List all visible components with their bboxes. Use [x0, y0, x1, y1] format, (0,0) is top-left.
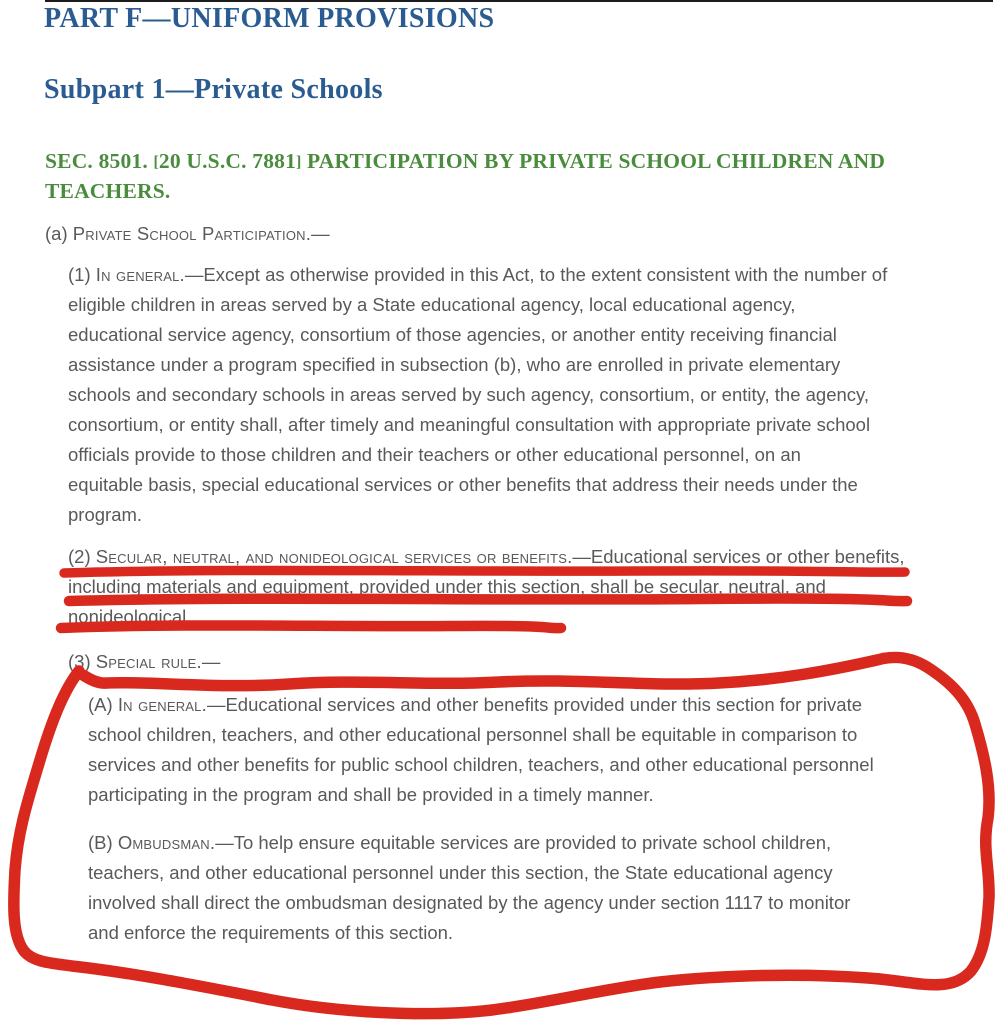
paragraph-line: program. — [68, 504, 143, 525]
clause-prefix: (1) — [68, 264, 96, 285]
paragraph-line: consortium, or entity shall, after timely and meaningful consultation with appropriate private school — [68, 414, 871, 435]
paragraph-line: participating in the program and shall be provided in a timely manner. — [88, 784, 654, 805]
clause-prefix: (3) — [68, 651, 96, 672]
paragraph-line: nonideological. — [68, 606, 192, 627]
paragraph-first-line — [45, 219, 330, 249]
citation-bracket-open: [ — [153, 153, 159, 171]
paragraph-3 — [68, 647, 220, 677]
section-title-text: PARTICIPATION BY PRIVATE SCHOOL CHILDREN AND — [301, 149, 886, 173]
citation-bracket-close: ] — [296, 153, 302, 171]
section-heading-line2: TEACHERS. — [45, 178, 171, 203]
paragraph-line: and enforce the requirements of this section. — [88, 922, 454, 943]
paragraph-2 — [68, 542, 905, 632]
paragraph-line: assistance under a program specified in subsection (b), who are enrolled in private elementary — [68, 354, 841, 375]
clause-text: —Educational services or other benefits, — [572, 546, 905, 567]
paragraph-line: including materials and equipment, provided under this section, shall be secular, neutral, and — [68, 576, 826, 597]
paragraph-line: services and other benefits for public school children, teachers, and other educational personnel — [88, 754, 874, 775]
clause-prefix: (a) — [45, 223, 73, 244]
paragraph-first-line — [68, 260, 887, 290]
paragraph-line: eligible children in areas served by a State educational agency, local educational agency, — [68, 294, 796, 315]
clause-label: In general. — [117, 694, 207, 715]
paragraph-A — [88, 690, 874, 810]
clause-label: Secular, neutral, and nonideological services or benefits. — [95, 546, 573, 567]
paragraph-line: equitable basis, special educational services or other benefits that address their needs under the — [68, 474, 858, 495]
clause-label: Special rule. — [95, 651, 202, 672]
clause-prefix: (B) — [88, 832, 118, 853]
clause-label: In general. — [95, 264, 185, 285]
section-number: SEC. 8501. — [45, 149, 154, 173]
paragraph-line: involved shall direct the ombudsman designated by the agency under section 1117 to monitor — [88, 892, 851, 913]
paragraph-first-line — [88, 690, 874, 720]
paragraph-first-line — [68, 542, 905, 572]
part-heading: PART F—UNIFORM PROVISIONS — [44, 3, 495, 34]
paragraph-B — [88, 828, 850, 948]
paragraph-line: educational service agency, consortium of those agencies, or another entity receiving financial — [68, 324, 837, 345]
clause-text: — — [201, 651, 221, 672]
paragraph-first-line — [88, 828, 850, 858]
clause-label: Ombudsman. — [117, 832, 216, 853]
paragraph-first-line — [68, 647, 220, 677]
usc-citation: 20 U.S.C. 7881 — [158, 149, 297, 173]
clause-text: — — [311, 223, 330, 244]
clause-text: —Except as otherwise provided in this Act, to the extent consistent with the number of — [184, 264, 888, 285]
paragraph-1 — [68, 260, 887, 530]
paragraph-line: school children, teachers, and other educational personnel shall be equitable in comparison to — [88, 724, 858, 745]
paragraph-line: officials provide to those children and their teachers or other educational personnel, on an — [68, 444, 801, 465]
subpart-heading: Subpart 1—Private Schools — [44, 74, 383, 105]
clause-prefix: (2) — [68, 546, 96, 567]
clause-text: —To help ensure equitable services are provided to private school children, — [215, 832, 832, 853]
clause-prefix: (A) — [88, 694, 118, 715]
clause-label: Private School Participation. — [72, 223, 312, 244]
paragraph-line: teachers, and other educational personnel under this section, the State educational agency — [88, 862, 833, 883]
clause-text: —Educational services and other benefits provided under this section for private — [206, 694, 863, 715]
paragraph-line: schools and secondary schools in areas served by such agency, consortium, or entity, the agency, — [68, 384, 870, 405]
paragraph-a — [45, 219, 330, 249]
